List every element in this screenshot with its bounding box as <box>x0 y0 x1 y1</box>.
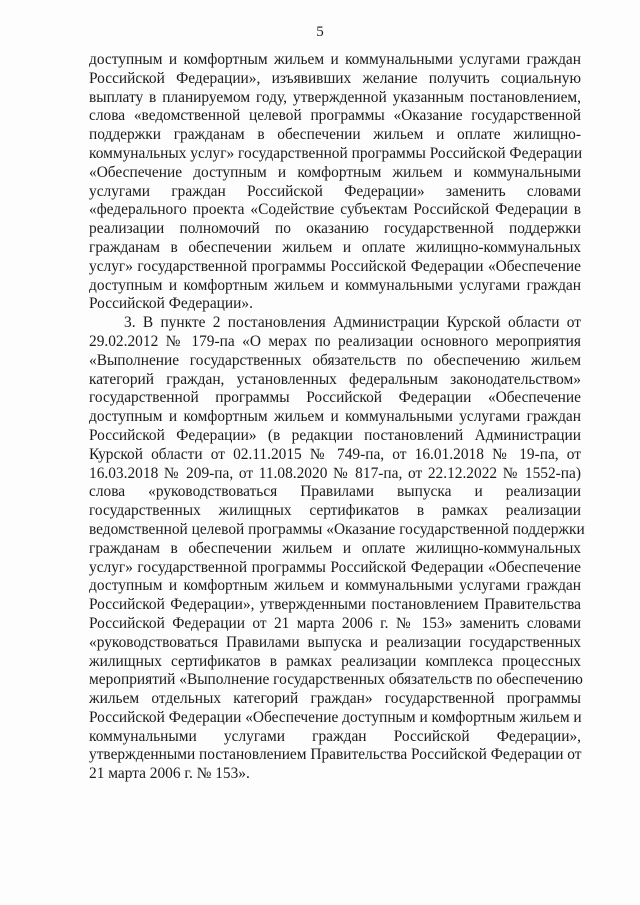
text-line: слова «руководствоваться Правилами выпуска и реализации <box>89 483 581 501</box>
text-line: жильем отдельных категорий граждан» государственной программы <box>89 690 581 708</box>
text-line: коммунальных услуг» государственной программы Российской Федерации <box>89 144 583 162</box>
text-line: услугами граждан Российской Федерации» заменить словами <box>89 182 581 200</box>
document-body <box>89 51 585 784</box>
text-line: Курской области от 02.11.2015 № 749-па, от 16.01.2018 № 19-па, от <box>89 445 581 463</box>
text-line: Российской Федерации» (в редакции постановлений Администрации <box>89 426 581 444</box>
text-line: поддержки гражданам в обеспечении жильем и оплате жилищно- <box>89 126 581 144</box>
text-line: Российской Федерации», изъявивших желание получить социальную <box>89 69 581 87</box>
text-line: государственных жилищных сертификатов в рамках реализации <box>89 502 581 520</box>
paragraph <box>89 314 585 784</box>
text-line: доступным и комфортным жильем и коммунальными услугами граждан <box>89 276 581 294</box>
text-line: выплату в планируемом году, утвержденной указанным постановлением, <box>89 88 581 106</box>
text-line: услуг» государственной программы Российской Федерации «Обеспечение <box>89 558 581 576</box>
text-line: гражданам в обеспечении жильем и оплате жилищно-коммунальных <box>89 539 581 557</box>
text-line: «Обеспечение доступным и комфортным жильем и коммунальными <box>89 163 581 181</box>
text-line: Российской Федерации», утвержденными постановлением Правительства <box>89 596 581 614</box>
text-line: категорий граждан, установленных федеральным законодательством» <box>89 370 581 388</box>
text-line: Российской Федерации». <box>89 295 253 313</box>
text-line: 3. В пункте 2 постановления Администрации Курской области от <box>124 314 581 332</box>
text-line: 16.03.2018 № 209-па, от 11.08.2020 № 817-па, от 22.12.2022 № 1552-па) <box>89 464 581 482</box>
text-line: государственной программы Российской Федерации «Обеспечение <box>89 389 581 407</box>
page-number: 5 <box>316 24 324 40</box>
text-line: Российской Федерации от 21 марта 2006 г. № 153» заменить словами <box>89 614 581 632</box>
text-line: услуг» государственной программы Российской Федерации «Обеспечение <box>89 257 581 275</box>
text-line: утвержденными постановлением Правительства Российской Федерации от <box>89 746 582 764</box>
text-line: доступным и комфортным жильем и коммунальными услугами граждан <box>89 51 581 68</box>
text-line: 21 марта 2006 г. № 153». <box>89 765 250 783</box>
text-line: Российской Федерации «Обеспечение доступным и комфортным жильем и <box>89 708 582 726</box>
text-line: ведомственной целевой программы «Оказание государственной поддержки <box>89 520 585 538</box>
text-line: «Выполнение государственных обязательств по обеспечению жильем <box>89 351 581 369</box>
text-line: доступным и комфортным жильем и коммунальными услугами граждан <box>89 408 581 426</box>
text-line: 29.02.2012 № 179-па «О мерах по реализации основного мероприятия <box>89 332 581 350</box>
text-line: жилищных сертификатов в рамках реализации комплекса процессных <box>89 652 581 670</box>
text-line: «руководствоваться Правилами выпуска и реализации государственных <box>89 633 581 651</box>
paragraph <box>89 51 581 314</box>
text-line: «федерального проекта «Содействие субъектам Российской Федерации в <box>89 201 581 219</box>
text-line: мероприятий «Выполнение государственных обязательств по обеспечению <box>89 671 583 689</box>
text-line: слова «ведомственной целевой программы «Оказание государственной <box>89 107 581 125</box>
text-line: гражданам в обеспечении жильем и оплате жилищно-коммунальных <box>89 238 581 256</box>
text-line: доступным и комфортным жильем и коммунальными услугами граждан <box>89 577 581 595</box>
text-line: реализации полномочий по оказанию государственной поддержки <box>89 220 581 238</box>
text-line: коммунальными услугами граждан Российской Федерации», <box>89 727 581 745</box>
